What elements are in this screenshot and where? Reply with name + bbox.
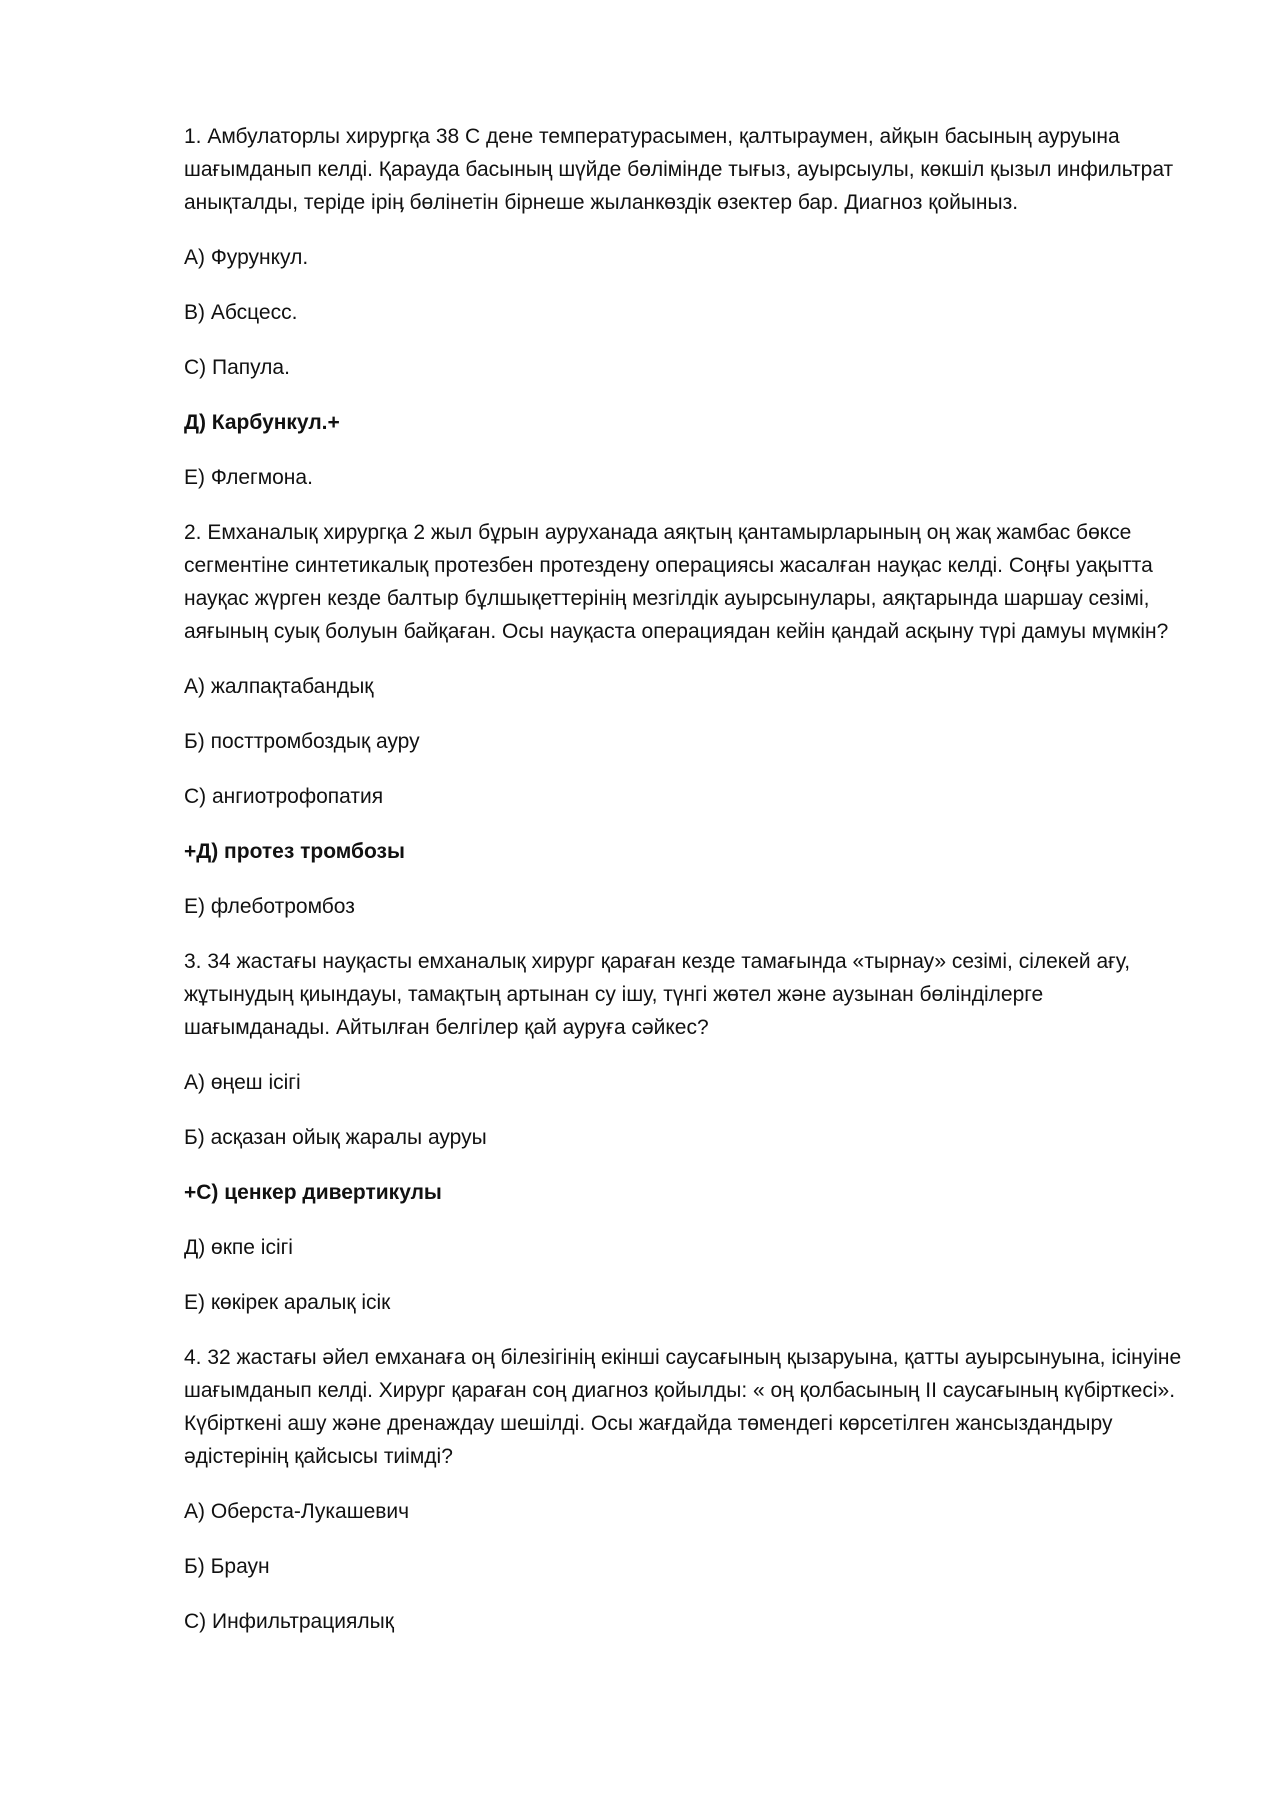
question-2-option-a: А) жалпақтабандық xyxy=(184,675,374,698)
question-2-option-e: Е) флеботромбоз xyxy=(184,895,355,918)
question-4-option-a: А) Оберста-Лукашевич xyxy=(184,1500,410,1523)
question-4-option-c: С) Инфильтрациялық xyxy=(184,1610,394,1633)
question-3-text: 3. 34 жастағы науқасты емханалық хирург қараған кезде тамағында «тырнау» сезімі, сілекей ағу, жұтынудың қиындауы, тамақтың артынан су ішу, түнгі жөтел және аузынан бөлінділерге шағымданады. Айтылған белгілер қай ауруға сәйкес? xyxy=(184,950,1131,1039)
question-2-option-d-correct: +Д) протез тромбозы xyxy=(184,840,405,863)
document-content xyxy=(184,120,1184,1660)
question-4-option-b: Б) Браун xyxy=(184,1555,270,1578)
question-3-option-d: Д) өкпе ісігі xyxy=(184,1236,293,1259)
question-4-text: 4. 32 жастағы әйел емханаға оң білезігінің екінші саусағының қызаруына, қатты ауырсынуына, ісінуіне шағымданып келді. Хирург қараған соң диагноз қойылды: « оң қолбасының ІІ саусағының күбірткесі». Күбірткені ашу және дренаждау шешілді. Осы жағдайда төмендегі көрсетілген жансыздандыру әдістерінің қайсысы тиімді? xyxy=(184,1346,1182,1468)
question-3-option-c-correct: +С) ценкер дивертикулы xyxy=(184,1181,442,1204)
question-1-option-d-correct: Д) Карбункул.+ xyxy=(184,411,340,434)
question-1-option-c: С) Папула. xyxy=(184,356,290,379)
question-1-option-b: В) Абсцесс. xyxy=(184,301,298,324)
question-2-text: 2. Емханалық хирургқа 2 жыл бұрын ауруханада аяқтың қантамырларының оң жақ жамбас бөксе сегментіне синтетикалық протезбен протездену операциясы жасалған науқас келді. Соңғы уақытта науқас жүрген кезде балтыр бұлшықеттерінің мезгілдік ауырсынулары, аяқтарында шаршау сезімі, аяғының суық болуын байқаған. Осы науқаста операциядан кейін қандай асқыну түрі дамуы мүмкін? xyxy=(184,521,1169,643)
question-3-option-b: Б) асқазан ойық жаралы ауруы xyxy=(184,1126,487,1149)
question-1-option-e: Е) Флегмона. xyxy=(184,466,313,489)
question-3-option-e: Е) көкірек аралық ісік xyxy=(184,1291,391,1314)
question-3-option-a: А) өңеш ісігі xyxy=(184,1071,301,1094)
question-1-text: 1. Амбулаторлы хирургқа 38 С дене температурасымен, қалтыраумен, айқын басының ауруына шағымданып келді. Қарауда басының шүйде бөлімінде тығыз, ауырсыулы, көкшіл қызыл инфильтрат анықталды, теріде іріӊ бөлінетін бірнеше жыланкөздік өзектер бар. Диагноз қойыныз. xyxy=(184,125,1174,214)
question-2-option-c: С) ангиотрофопатия xyxy=(184,785,384,808)
question-1-option-a: А) Фурункул. xyxy=(184,246,309,269)
question-2-option-b: Б) посттромбоздық ауру xyxy=(184,730,420,753)
